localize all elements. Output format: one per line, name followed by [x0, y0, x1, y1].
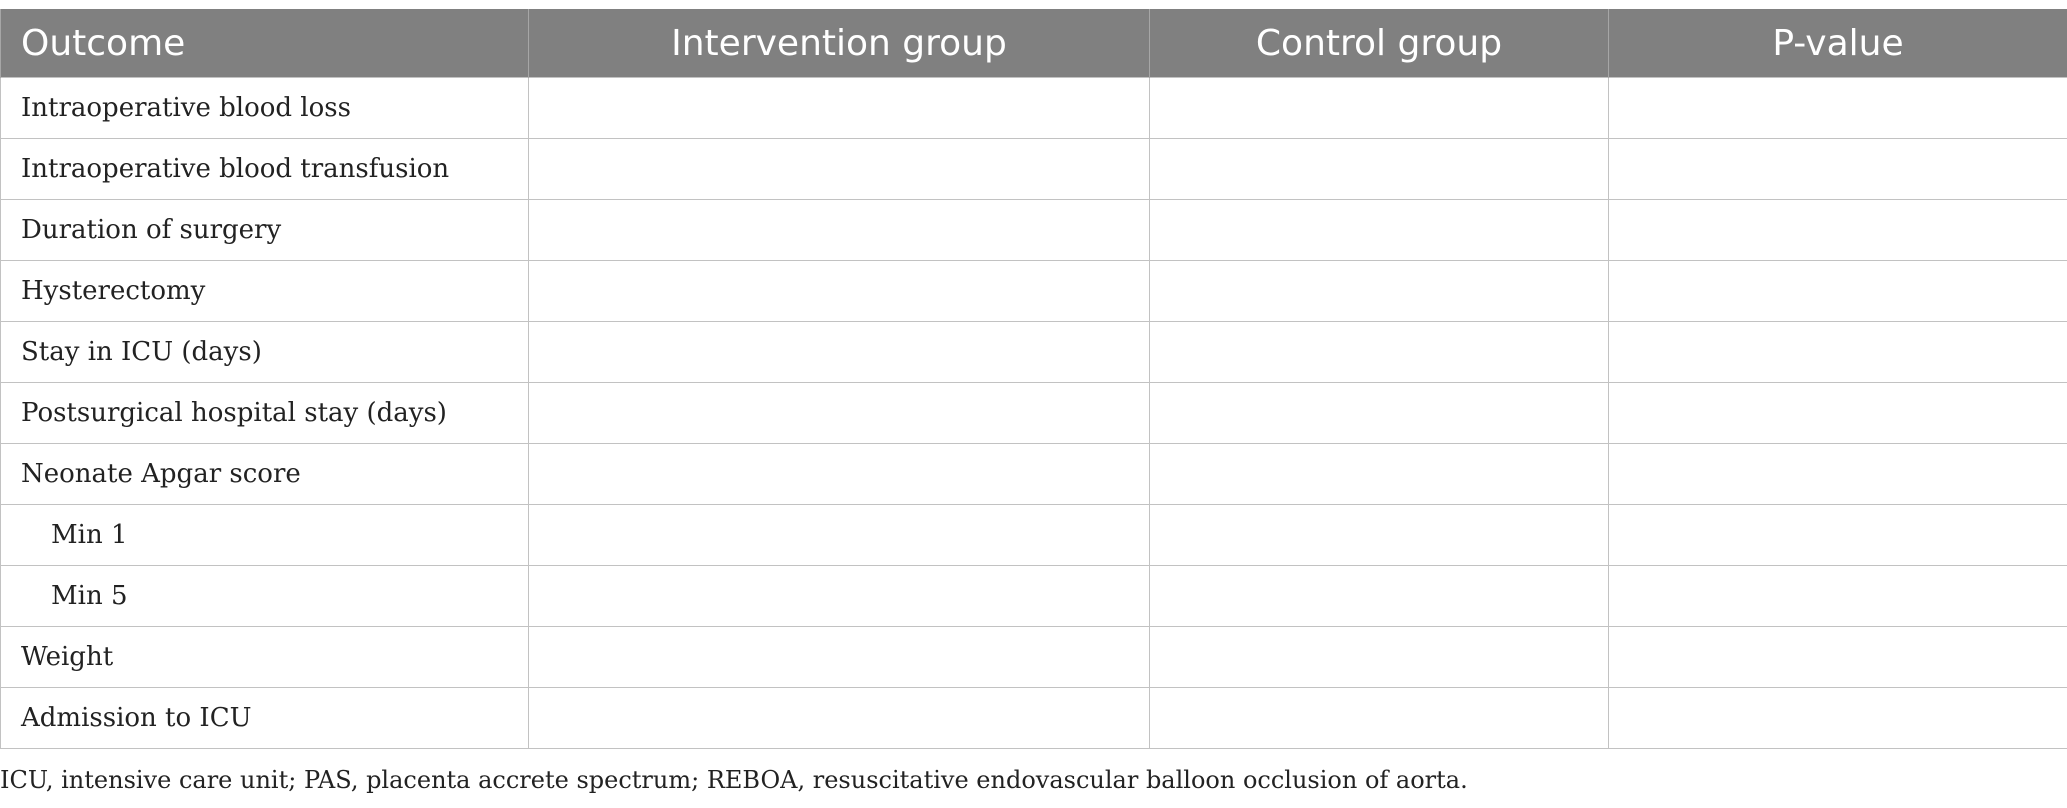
table-header-row — [1, 9, 2067, 78]
control-cell — [1150, 444, 1609, 505]
p-value-cell — [1609, 322, 2067, 383]
p-value-cell — [1609, 627, 2067, 688]
header-control-group: Control group — [1150, 9, 1609, 78]
outcome-cell: Hysterectomy — [1, 261, 529, 322]
control-cell — [1150, 688, 1609, 749]
outcome-cell: Postsurgical hospital stay (days) — [1, 383, 529, 444]
outcome-cell: Intraoperative blood loss — [1, 78, 529, 139]
p-value-cell — [1609, 261, 2067, 322]
outcome-subcell: Min 5 — [1, 566, 529, 627]
outcomes-table-container — [0, 9, 2067, 749]
intervention-cell — [529, 566, 1150, 627]
intervention-cell — [529, 627, 1150, 688]
table-row — [1, 627, 2067, 688]
outcome-cell: Admission to ICU — [1, 688, 529, 749]
intervention-cell — [529, 78, 1150, 139]
table-row — [1, 78, 2067, 139]
outcome-cell: Stay in ICU (days) — [1, 322, 529, 383]
intervention-cell — [529, 444, 1150, 505]
outcomes-table — [0, 9, 2067, 749]
outcome-cell: Duration of surgery — [1, 200, 529, 261]
control-cell — [1150, 78, 1609, 139]
p-value-cell — [1609, 78, 2067, 139]
outcome-subcell: Min 1 — [1, 505, 529, 566]
control-cell — [1150, 383, 1609, 444]
header-p-value: P-value — [1609, 9, 2067, 78]
p-value-cell — [1609, 139, 2067, 200]
table-row — [1, 139, 2067, 200]
p-value-cell — [1609, 200, 2067, 261]
control-cell — [1150, 505, 1609, 566]
header-intervention-group: Intervention group — [529, 9, 1150, 78]
header-outcome: Outcome — [1, 9, 529, 78]
p-value-cell — [1609, 383, 2067, 444]
intervention-cell — [529, 139, 1150, 200]
table-row — [1, 383, 2067, 444]
control-cell — [1150, 261, 1609, 322]
table-row — [1, 566, 2067, 627]
control-cell — [1150, 322, 1609, 383]
table-row — [1, 444, 2067, 505]
p-value-cell — [1609, 566, 2067, 627]
intervention-cell — [529, 261, 1150, 322]
table-row — [1, 261, 2067, 322]
table-row — [1, 505, 2067, 566]
p-value-cell — [1609, 444, 2067, 505]
table-footnote: ICU, intensive care unit; PAS, placenta accrete spectrum; REBOA, resuscitative endovascular balloon occlusion of aorta. — [0, 766, 1468, 794]
control-cell — [1150, 139, 1609, 200]
control-cell — [1150, 566, 1609, 627]
table-row — [1, 200, 2067, 261]
outcome-cell: Weight — [1, 627, 529, 688]
outcome-cell: Intraoperative blood transfusion — [1, 139, 529, 200]
control-cell — [1150, 627, 1609, 688]
control-cell — [1150, 200, 1609, 261]
intervention-cell — [529, 200, 1150, 261]
p-value-cell — [1609, 505, 2067, 566]
outcome-cell: Neonate Apgar score — [1, 444, 529, 505]
intervention-cell — [529, 688, 1150, 749]
intervention-cell — [529, 505, 1150, 566]
table-row — [1, 322, 2067, 383]
intervention-cell — [529, 322, 1150, 383]
table-row — [1, 688, 2067, 749]
intervention-cell — [529, 383, 1150, 444]
p-value-cell — [1609, 688, 2067, 749]
